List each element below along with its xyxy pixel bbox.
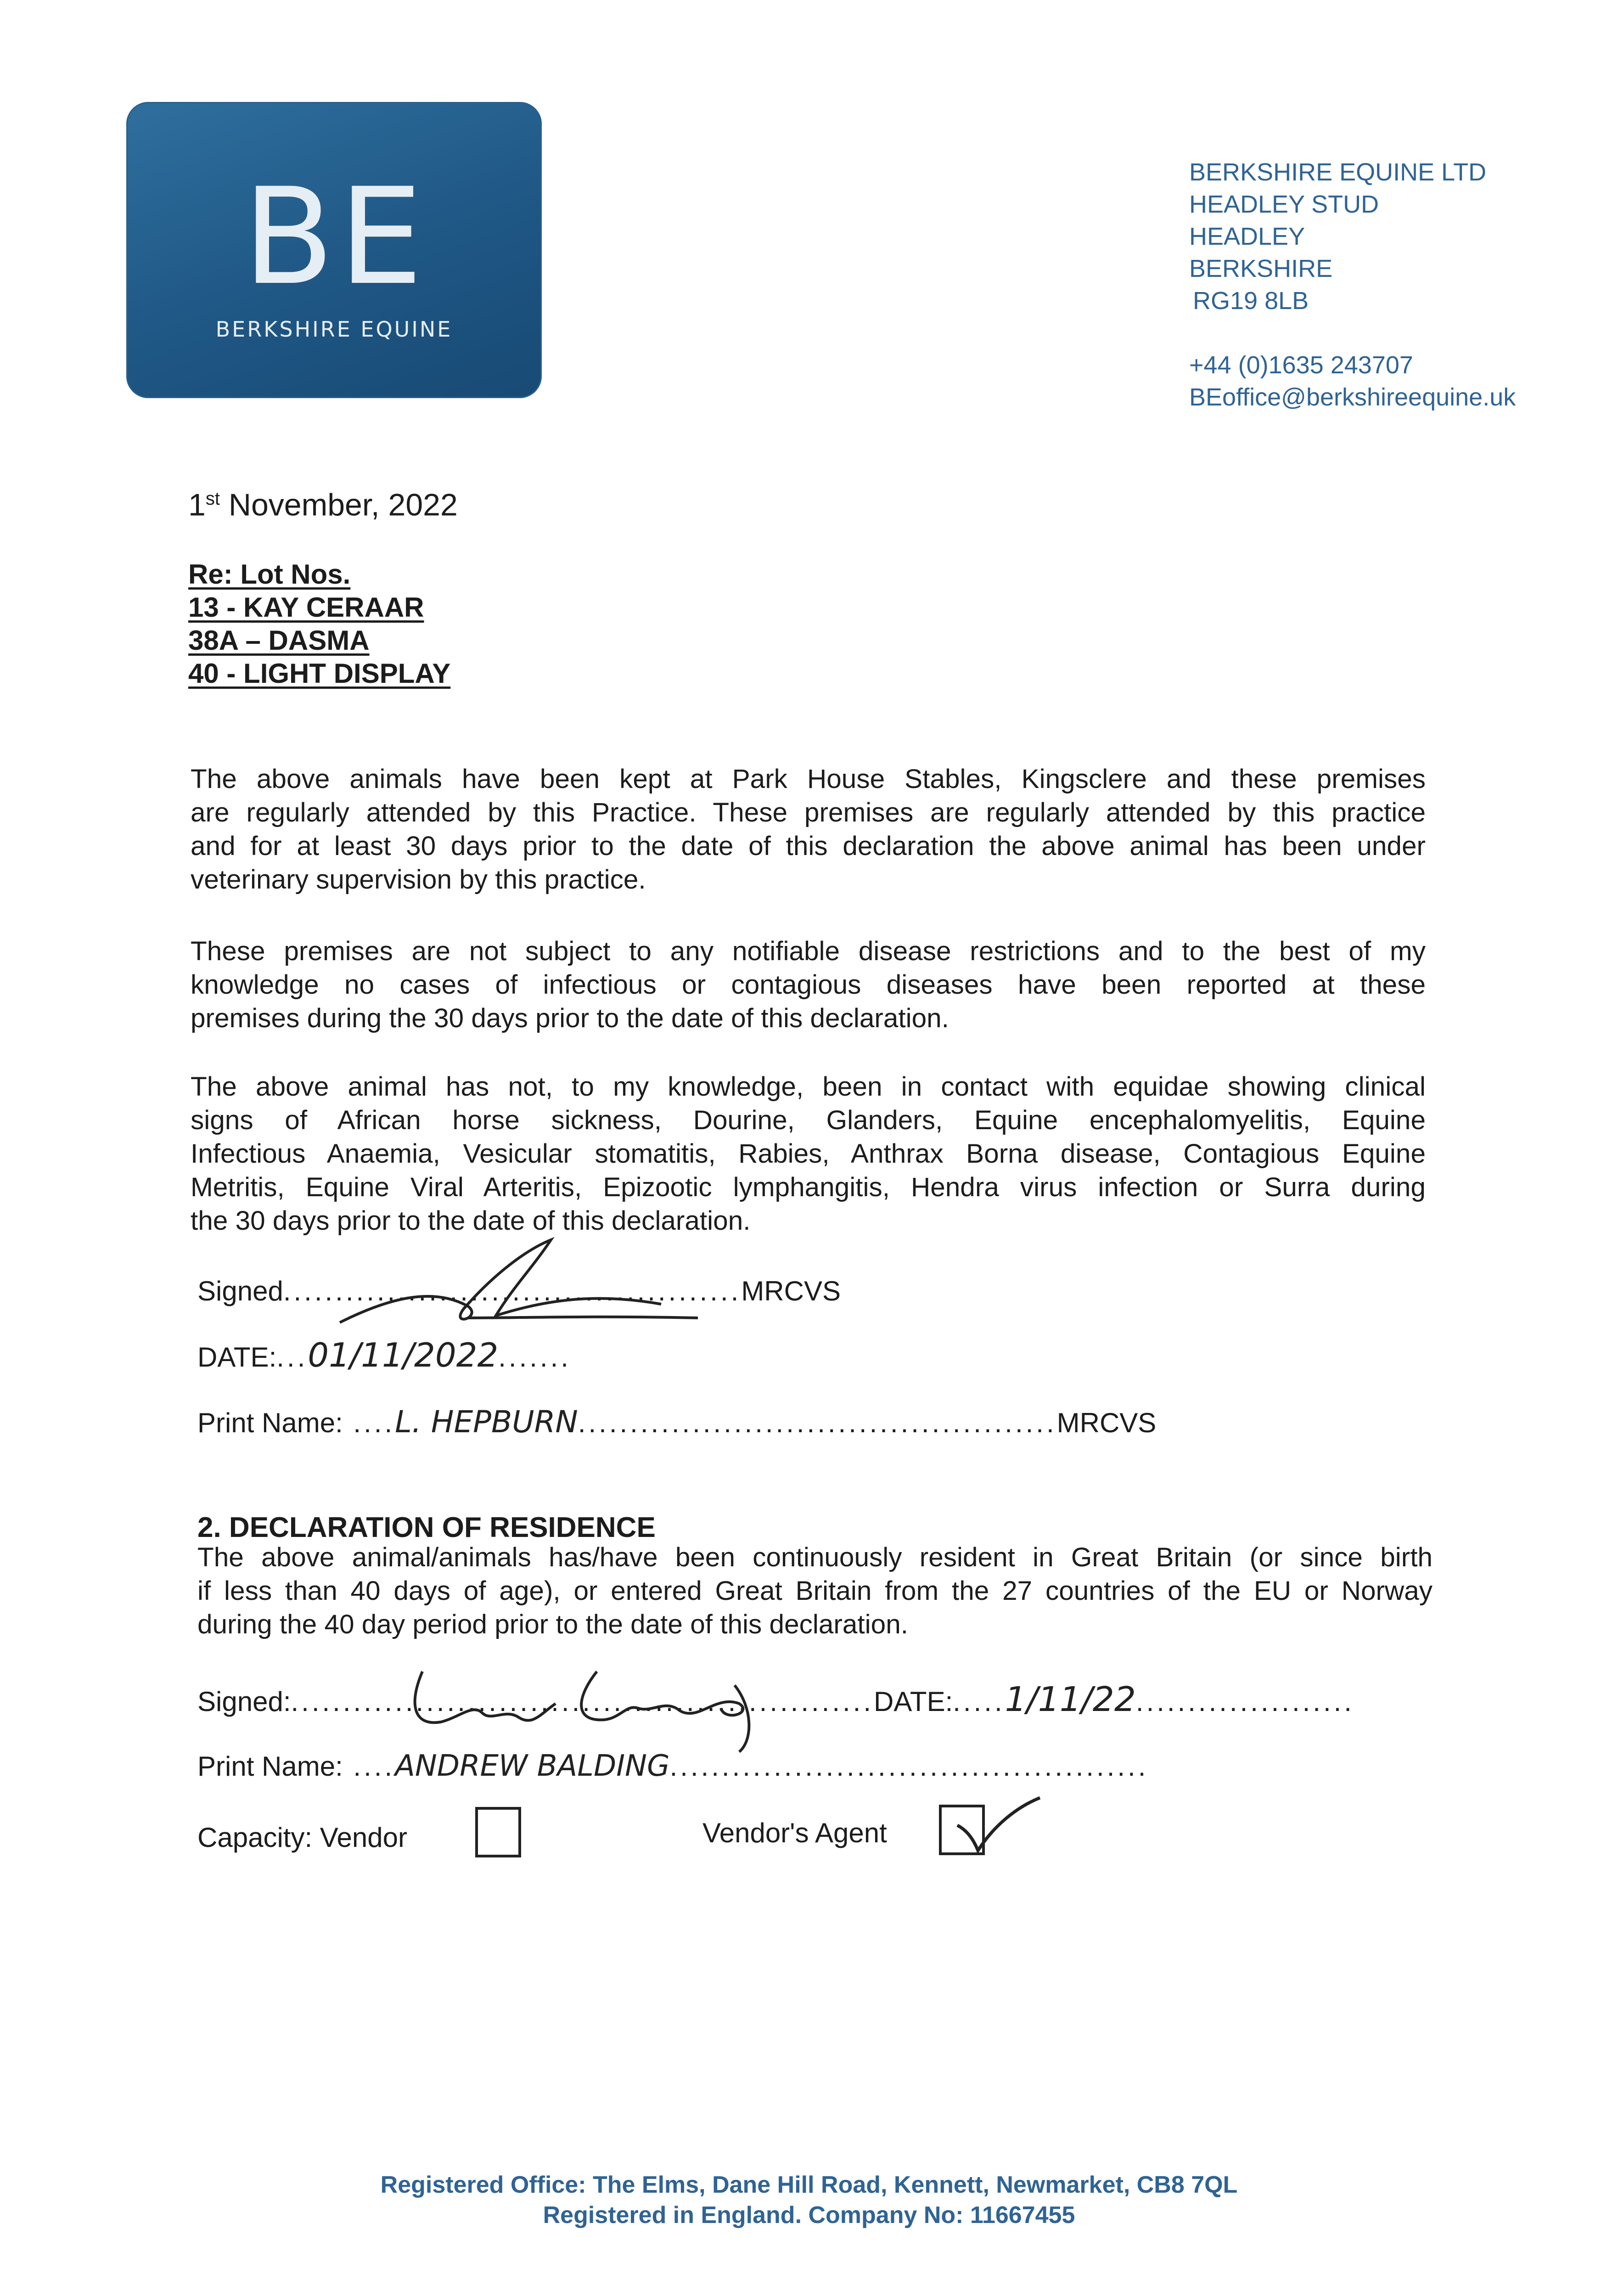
address-line: HEADLEY STUD xyxy=(1189,191,1379,218)
signed-label: Signed xyxy=(197,1276,283,1306)
company-email: BEoffice@berkshireequine.uk xyxy=(1189,383,1516,411)
address-line: BERKSHIRE xyxy=(1189,255,1333,282)
vendors-agent-label: Vendor's Agent xyxy=(702,1818,887,1848)
lot-item: 40 - LIGHT DISPLAY xyxy=(188,658,451,689)
print-label: Print Name: xyxy=(197,1751,343,1782)
residence-signature xyxy=(404,1653,799,1759)
vet-signature xyxy=(331,1231,707,1341)
footer-company-number: Registered in England. Company No: 11667455 xyxy=(543,2202,1075,2228)
address-line: RG19 8LB xyxy=(1193,287,1309,315)
signed-label: Signed: xyxy=(197,1686,291,1717)
letter-date: 1st November, 2022 xyxy=(188,487,458,523)
residence-text: The above animal/animals has/have been continuously resident in Great Britain (or since birth if less than 40 days of age), or entered Great Britain from the 27 countries of the EU or Norway during the 40 day period prior to the date of this declaration. xyxy=(197,1542,1433,1639)
company-name: BERKSHIRE EQUINE LTD xyxy=(1189,158,1487,186)
date-label: DATE: xyxy=(874,1686,953,1717)
re-heading: Re: Lot Nos. xyxy=(188,559,351,590)
residence-print-row: Print Name: ....ANDREW BALDING.............................................. xyxy=(197,1749,1149,1783)
vendor-checkbox[interactable] xyxy=(475,1807,521,1857)
company-address-block xyxy=(1189,156,1516,413)
company-logo xyxy=(126,102,542,398)
vet-signed-row: Signed............................................MRCVS xyxy=(197,1276,841,1306)
mrcvs-label: MRCVS xyxy=(741,1276,841,1306)
paragraph-diseases: The above animal has not, to my knowledge, been in contact with equidae showing clinical signs of African horse sickness, Dourine, Glanders, Equine encephalomyelitis, Equine Infectious Anaemia, Vesicular stomatitis, Rabies, Anthrax Borna disease, Contagious Equine Metritis, Equine Viral Arteritis, Epizootic lymphangitis, Hendra virus infection or Surra during the 30 days prior to the date of this declaration. xyxy=(191,1072,1426,1236)
checkmark-icon xyxy=(953,1793,1045,1857)
lot-item: 13 - KAY CERAAR xyxy=(188,592,424,623)
logo-text: BERKSHIRE EQUINE xyxy=(215,317,453,342)
address-line: HEADLEY xyxy=(1189,223,1305,250)
company-phone: +44 (0)1635 243707 xyxy=(1189,351,1413,379)
capacity-vendor-label: Capacity: Vendor xyxy=(197,1822,407,1853)
paragraph-restrictions: These premises are not subject to any notifiable disease restrictions and to the best of my knowledge no cases of infectious or contagious diseases have been reported at these premises during the 30 days prior to the date of this declaration. xyxy=(191,936,1426,1033)
lot-reference xyxy=(188,558,450,690)
lot-item: 38A – DASMA xyxy=(188,625,370,656)
vet-date-value: 01/11/2022 xyxy=(308,1336,499,1374)
paragraph-premises: The above animals have been kept at Park House Stables, Kingsclere and these premises are regularly attended by this Practice. These premises are regularly attended by this practice and for at least 30 days prior to the date of this declaration the above animal has been under veterinary supervision by this practice. xyxy=(191,764,1426,895)
residence-print-value: ANDREW BALDING xyxy=(395,1749,670,1783)
mrcvs-label: MRCVS xyxy=(1056,1407,1157,1438)
print-label: Print Name: xyxy=(197,1407,343,1438)
vet-print-row: Print Name: ....L. HEPBURN..............................................MRCVS xyxy=(197,1404,1157,1440)
footer xyxy=(0,2170,1618,2230)
logo-letters: BE xyxy=(242,160,428,315)
residence-heading: 2. DECLARATION OF RESIDENCE xyxy=(197,1512,656,1543)
footer-registered-office: Registered Office: The Elms, Dane Hill Road, Kennett, Newmarket, CB8 7QL xyxy=(380,2172,1238,2198)
vet-print-value: L. HEPBURN xyxy=(395,1404,578,1440)
vet-date-row: DATE:...01/11/2022....... xyxy=(197,1336,571,1374)
date-label: DATE: xyxy=(197,1342,277,1373)
residence-signed-row: Signed:........................................................DATE:.....1/11/22..................... xyxy=(197,1680,1354,1719)
residence-date-value: 1/11/22 xyxy=(1005,1680,1136,1719)
